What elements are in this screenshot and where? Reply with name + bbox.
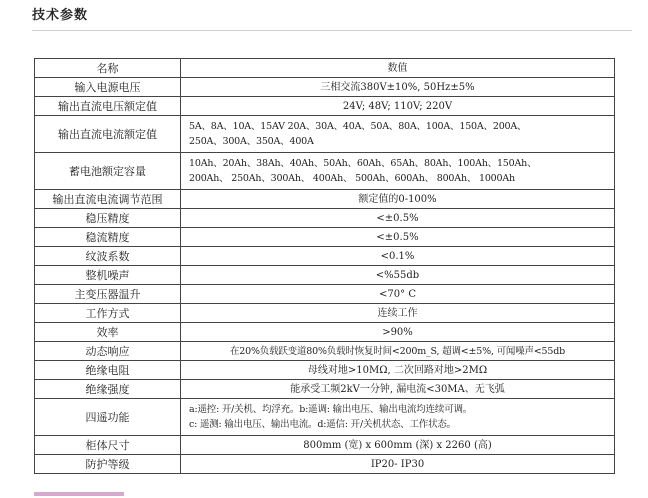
table-row xyxy=(35,209,615,228)
table-row xyxy=(35,153,615,190)
row-value xyxy=(181,399,615,436)
table-row xyxy=(35,399,615,436)
table-row xyxy=(35,380,615,399)
row-value-line: >90% xyxy=(382,326,413,338)
row-value-line: 额定值的0-100% xyxy=(358,193,437,205)
header-name: 名称 xyxy=(35,59,181,78)
row-name: 输出直流电流额定值 xyxy=(35,116,181,153)
table-row xyxy=(35,436,615,455)
row-value-line: <%55db xyxy=(375,269,420,281)
bottom-accent-bar xyxy=(34,492,124,496)
row-value-line: 24V; 48V; 110V; 220V xyxy=(342,100,453,112)
table-row xyxy=(35,247,615,266)
row-value-line: 800mm (宽) x 600mm (深) x 2260 (高) xyxy=(303,439,492,451)
row-name: 动态响应 xyxy=(35,342,181,361)
row-value-line: 在20%负载跃变道80%负载时恢复时间<200m_S, 超调<±5%, 可闻噪声<55db xyxy=(229,345,566,357)
row-value xyxy=(181,116,615,153)
row-name: 蓄电池额定容量 xyxy=(35,153,181,190)
row-value xyxy=(181,323,615,342)
row-name: 纹波系数 xyxy=(35,247,181,266)
row-value-line: <0.1% xyxy=(380,250,415,262)
table-row xyxy=(35,78,615,97)
row-value-line: 10Ah、20Ah、38Ah、40Ah、50Ah、60Ah、65Ah、80Ah、100Ah、150Ah、 xyxy=(189,158,537,169)
table-row xyxy=(35,323,615,342)
row-value-line: 母线对地>10MΩ, 二次回路对地>2MΩ xyxy=(307,364,488,376)
row-name: 柜体尺寸 xyxy=(35,436,181,455)
row-value xyxy=(181,266,615,285)
header-value: 数值 xyxy=(181,59,615,78)
row-value-line: IP20- IP30 xyxy=(370,458,425,470)
title-divider xyxy=(32,30,632,31)
table-row xyxy=(35,342,615,361)
table-row xyxy=(35,285,615,304)
row-name: 整机噪声 xyxy=(35,266,181,285)
table-row xyxy=(35,266,615,285)
row-value-line: <±0.5% xyxy=(376,212,419,224)
row-name: 输出直流电流调节范围 xyxy=(35,190,181,209)
row-name: 输出直流电压额定值 xyxy=(35,97,181,116)
row-name: 防护等级 xyxy=(35,455,181,474)
row-value xyxy=(181,304,615,323)
row-name: 效率 xyxy=(35,323,181,342)
row-value xyxy=(181,342,615,361)
row-name: 绝缘强度 xyxy=(35,380,181,399)
table-row xyxy=(35,190,615,209)
row-name: 工作方式 xyxy=(35,304,181,323)
row-value-line: 250A、300A、350A、400A xyxy=(189,136,314,147)
row-value-line: <±0.5% xyxy=(376,231,419,243)
row-value xyxy=(181,361,615,380)
row-value-line: 连续工作 xyxy=(377,307,418,319)
spec-table xyxy=(34,58,615,474)
table-row xyxy=(35,97,615,116)
row-value xyxy=(181,455,615,474)
table-row xyxy=(35,455,615,474)
row-value xyxy=(181,436,615,455)
table-row xyxy=(35,116,615,153)
table-row xyxy=(35,304,615,323)
table-row xyxy=(35,228,615,247)
row-value xyxy=(181,153,615,190)
row-value xyxy=(181,78,615,97)
row-name: 稳压精度 xyxy=(35,209,181,228)
row-value xyxy=(181,247,615,266)
row-name: 稳流精度 xyxy=(35,228,181,247)
row-value-line: 三相交流380V±10%, 50Hz±5% xyxy=(320,81,475,93)
row-value-line: 能承受工频2kV一分钟, 漏电流<30MA、无飞弧 xyxy=(290,383,505,395)
row-value-line: 200Ah、 250Ah、300Ah、 400Ah、 500Ah、600Ah、 800Ah、 1000Ah xyxy=(189,173,515,184)
row-value-line: a:遥控: 开/关机、均浮充。b:遥调: 输出电压、输出电流均连续可调。 xyxy=(189,404,473,415)
row-value xyxy=(181,209,615,228)
table-header-row xyxy=(35,59,615,78)
row-value-line: 5A、8A、10A、15AV 20A、30A、40A、50A、80A、100A、150A、200A、 xyxy=(189,121,527,132)
table-row xyxy=(35,361,615,380)
row-value xyxy=(181,285,615,304)
row-value xyxy=(181,380,615,399)
row-name: 输入电源电压 xyxy=(35,78,181,97)
row-value xyxy=(181,228,615,247)
row-name: 绝缘电阻 xyxy=(35,361,181,380)
row-value xyxy=(181,190,615,209)
row-value-line: c: 遥测: 输出电压、输出电流。d:遥信: 开/关机状态、工作状态。 xyxy=(189,419,456,430)
row-name: 主变压器温升 xyxy=(35,285,181,304)
row-value-line: <70° C xyxy=(379,288,416,300)
row-name: 四遥功能 xyxy=(35,399,181,436)
section-title: 技术参数 xyxy=(32,8,89,23)
row-value xyxy=(181,97,615,116)
